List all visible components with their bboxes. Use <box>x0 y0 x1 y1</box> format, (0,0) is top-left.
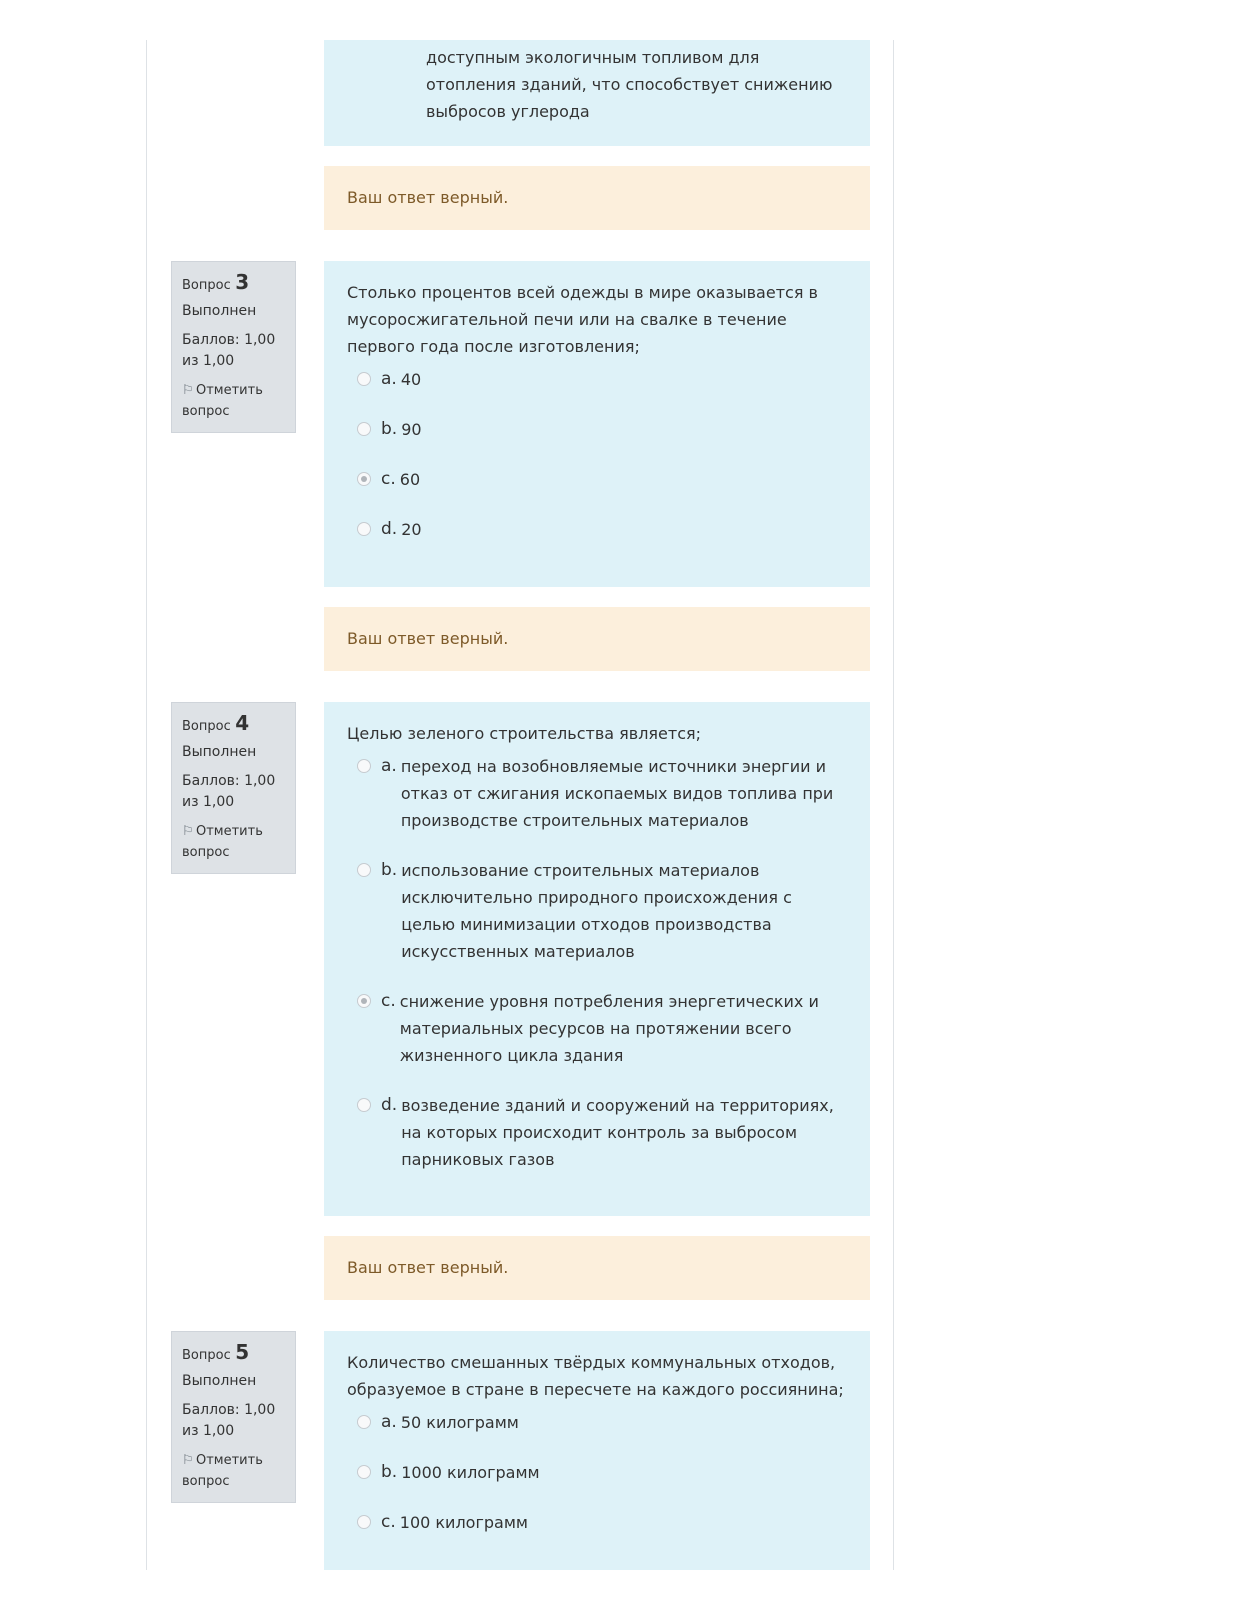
answer-letter: d. <box>381 519 398 539</box>
answer-text: использование строительных материалов исключительно природного происхождения с целью минимизации отходов производства искусственных материалов <box>401 861 792 961</box>
radio-button[interactable] <box>357 863 371 877</box>
flag-label: Отметить вопрос <box>182 1453 263 1489</box>
question-label: Вопрос <box>182 278 231 293</box>
answer-text: 40 <box>400 370 422 389</box>
question-4-formulation <box>324 702 870 1216</box>
question-state: Выполнен <box>182 303 257 319</box>
answer-text: 1000 килограмм <box>401 1463 540 1482</box>
question-4-info <box>171 702 296 874</box>
question-text: Количество смешанных твёрдых коммунальных отходов, образуемое в стране в пересчете на каждого россиянина; <box>347 1353 844 1399</box>
quiz-content <box>146 40 894 1570</box>
radio-button[interactable] <box>357 1515 371 1529</box>
radio-button-checked[interactable] <box>357 994 371 1008</box>
radio-button[interactable] <box>357 759 371 773</box>
question-state: Выполнен <box>182 1373 257 1389</box>
question-state: Выполнен <box>182 744 257 760</box>
question-number-value: 4 <box>235 711 250 735</box>
radio-button[interactable] <box>357 522 371 536</box>
question-3-formulation <box>324 261 870 587</box>
question-text: Целью зеленого строительства является; <box>347 724 702 743</box>
answer-letter: b. <box>381 1462 398 1482</box>
question-2-feedback <box>324 166 870 230</box>
feedback-text: Ваш ответ верный. <box>347 1258 509 1277</box>
question-number <box>182 270 285 298</box>
question-3-info <box>171 261 296 433</box>
answer-option-a[interactable] <box>347 366 847 393</box>
answer-text: возведение зданий и сооружений на территориях, на которых происходит контроль за выбросом парниковых газов <box>401 1096 834 1169</box>
answer-letter: a. <box>381 756 397 776</box>
question-number-value: 5 <box>235 1340 250 1364</box>
flag-label: Отметить вопрос <box>182 824 263 860</box>
radio-button[interactable] <box>357 422 371 436</box>
answer-option-c[interactable] <box>347 466 847 493</box>
flag-icon: ⚐ <box>182 1453 194 1468</box>
answer-option-b[interactable] <box>347 1459 847 1486</box>
radio-button[interactable] <box>357 1098 371 1112</box>
radio-button[interactable] <box>357 1465 371 1479</box>
flag-label: Отметить вопрос <box>182 383 263 419</box>
question-grade: Баллов: 1,00 из 1,00 <box>182 1402 276 1439</box>
feedback-text: Ваш ответ верный. <box>347 629 509 648</box>
question-label: Вопрос <box>182 1348 231 1363</box>
answer-letter: b. <box>381 860 398 880</box>
flag-icon: ⚐ <box>182 824 194 839</box>
answer-text: переход на возобновляемые источники энергии и отказ от сжигания ископаемых видов топлива при производстве строительных материалов <box>400 757 834 830</box>
answer-text: снижение уровня потребления энергетических и материальных ресурсов на протяжении всего жизненного цикла здания <box>399 992 819 1065</box>
flag-question-button[interactable] <box>182 1450 285 1492</box>
answer-letter: c. <box>381 991 396 1011</box>
answer-option-a[interactable] <box>347 1409 847 1436</box>
answer-option-a[interactable] <box>347 753 847 834</box>
flag-icon: ⚐ <box>182 383 194 398</box>
answer-letter: a. <box>381 1412 397 1432</box>
answer-letter: b. <box>381 419 398 439</box>
answer-letter: a. <box>381 369 397 389</box>
feedback-text: Ваш ответ верный. <box>347 188 509 207</box>
answer-text: доступным экологичным топливом для отопления зданий, что способствует снижению выбросов углерода <box>426 48 833 121</box>
answer-text: 100 килограмм <box>399 1513 528 1532</box>
question-number-value: 3 <box>235 270 250 294</box>
question-4-feedback <box>324 1236 870 1300</box>
flag-question-button[interactable] <box>182 380 285 422</box>
answer-letter: c. <box>381 1512 396 1532</box>
question-grade: Баллов: 1,00 из 1,00 <box>182 773 276 810</box>
answer-text: 90 <box>401 420 422 439</box>
question-5-formulation <box>324 1331 870 1570</box>
radio-button-checked[interactable] <box>357 472 371 486</box>
question-text: Столько процентов всей одежды в мире оказывается в мусоросжигательной печи или на свалке в течение первого года после изготовления; <box>347 283 818 356</box>
question-label: Вопрос <box>182 719 231 734</box>
answer-option-c[interactable] <box>347 988 847 1069</box>
answer-option <box>347 44 847 125</box>
answer-list <box>347 366 847 543</box>
answer-text: 60 <box>399 470 421 489</box>
answer-option-c[interactable] <box>347 1509 847 1536</box>
answer-list <box>347 753 847 1173</box>
question-number <box>182 711 285 739</box>
answer-list <box>347 1409 847 1536</box>
question-number <box>182 1340 285 1368</box>
question-grade: Баллов: 1,00 из 1,00 <box>182 332 276 369</box>
question-2-formulation <box>324 40 870 146</box>
answer-text: 50 килограмм <box>400 1413 519 1432</box>
answer-text: 20 <box>401 520 422 539</box>
radio-button[interactable] <box>357 372 371 386</box>
answer-option-b[interactable] <box>347 857 847 965</box>
answer-option-d[interactable] <box>347 1092 847 1173</box>
question-3-feedback <box>324 607 870 671</box>
question-5-info <box>171 1331 296 1503</box>
answer-letter: c. <box>381 469 396 489</box>
radio-button[interactable] <box>357 1415 371 1429</box>
answer-letter: d. <box>381 1095 398 1115</box>
answer-option-d[interactable] <box>347 516 847 543</box>
flag-question-button[interactable] <box>182 821 285 863</box>
answer-option-b[interactable] <box>347 416 847 443</box>
